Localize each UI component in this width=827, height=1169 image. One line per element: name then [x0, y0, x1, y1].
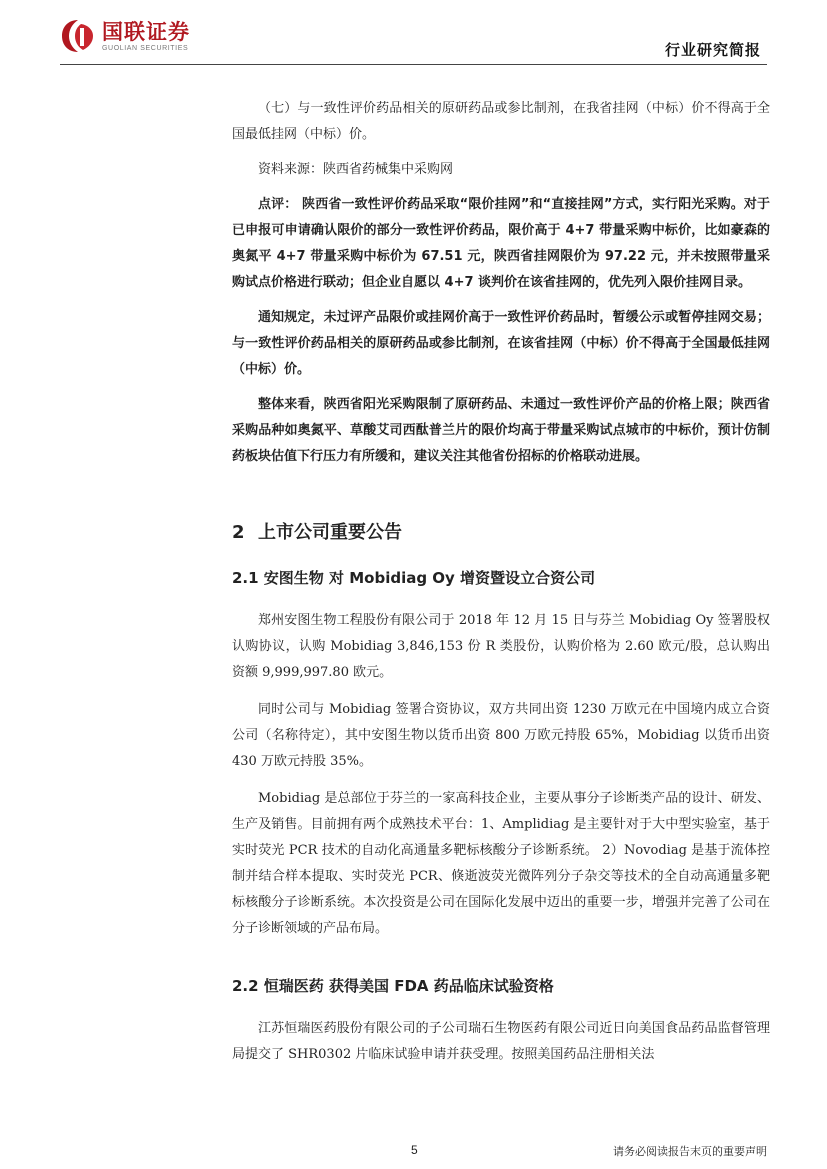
s21-paragraph-2: 同时公司与 Mobidiag 签署合资协议，双方共同出资 1230 万欧元在中国境内成立合资公司（名称待定），其中安图生物以货币出资 800 万欧元持股 65%，Mobidiag 以货币出资 430 万欧元持股 35%。 — [232, 702, 770, 769]
comment-paragraph-3: 整体来看，陕西省阳光采购限制了原研药品、未通过一致性评价产品的价格上限；陕西省采购品种如奥氮平、草酸艾司西酞普兰片的限价均高于带量采购试点城市的中标价，预计仿制药板块估值下行压力有所缓和，建议关注其他省份招标的价格联动进展。 — [232, 397, 770, 464]
logo-english-name: GUOLIAN SECURITIES — [102, 44, 189, 52]
s21-paragraph-3: Mobidiag 是总部位于芬兰的一家高科技企业，主要从事分子诊断类产品的设计、研发、生产及销售。目前拥有两个成熟技术平台：1、Amplidiag 是主要针对于大中型实验室，基于实时荧光 PCR 技术的自动化高通量多靶标核酸分子诊断系统。 2）Novodiag 是基于流体控制并结合样本提取、实时荧光 PCR、倏逝波荧光微阵列分子杂交等技术的全自动高通量多靶标核酸分子诊断系统。本次投资是公司在国际化发展中迈出的重要一步，增强并完善了公司在分子诊断领域的产品布局。 — [232, 791, 770, 936]
page-header — [0, 0, 827, 70]
s21-paragraph-1: 郑州安图生物工程股份有限公司于 2018 年 12 月 15 日与芬兰 Mobidiag Oy 签署股权认购协议，认购 Mobidiag 3,846,153 份 R 类股份，认购价格为 2.60 欧元/股，总认购出资额 9,999,997.80 欧元。 — [232, 613, 770, 680]
section-2-1-heading: 2.1 安图生物 对 Mobidiag Oy 增资暨设立合资公司 — [232, 569, 596, 587]
section-2-number: 2 — [232, 522, 245, 543]
section-2-title: 上市公司重要公告 — [258, 522, 402, 543]
header-divider — [60, 64, 767, 65]
main-content — [232, 96, 770, 1068]
logo-chinese-name: 国联证券 — [102, 19, 190, 44]
company-logo — [60, 18, 190, 54]
footer-disclaimer: 请务必阅读报告末页的重要声明 — [613, 1145, 767, 1158]
section-2-heading — [232, 520, 770, 546]
comment-paragraph-1: 点评： 陕西省一致性评价药品采取“限价挂网”和“直接挂网”方式，实行阳光采购。对于已申报可申请确认限价的部分一致性评价药品，限价高于 4+7 带量采购中标价，比如豪森的奥氮平 4+7 带量采购中标价为 67.51 元，陕西省挂网限价为 97.22 元，并未按照带量采购试点价格进行联动；但企业自愿以 4+7 谈判价在该省挂网的，优先列入限价挂网目录。 — [232, 197, 770, 290]
comment-paragraph-2: 通知规定，未过评产品限价或挂网价高于一致性评价药品时，暂缓公示或暂停挂网交易；与一致性评价药品相关的原研药品或参比制剂，在该省挂网（中标）价不得高于全国最低挂网（中标）价。 — [232, 310, 770, 377]
report-type-label: 行业研究简报 — [664, 41, 761, 59]
s22-paragraph-1: 江苏恒瑞医药股份有限公司的子公司瑞石生物医药有限公司近日向美国食品药品监督管理局提交了 SHR0302 片临床试验申请并获受理。按照美国药品注册相关法 — [232, 1021, 770, 1062]
source-note: 资料来源：陕西省药械集中采购网 — [258, 162, 454, 177]
policy-item-7: （七）与一致性评价药品相关的原研药品或参比制剂，在我省挂网（中标）价不得高于全国最低挂网（中标）价。 — [232, 101, 770, 142]
guolian-logo-icon — [60, 18, 96, 54]
page-number: 5 — [411, 1143, 418, 1157]
section-2-2-heading: 2.2 恒瑞医药 获得美国 FDA 药品临床试验资格 — [232, 977, 554, 995]
